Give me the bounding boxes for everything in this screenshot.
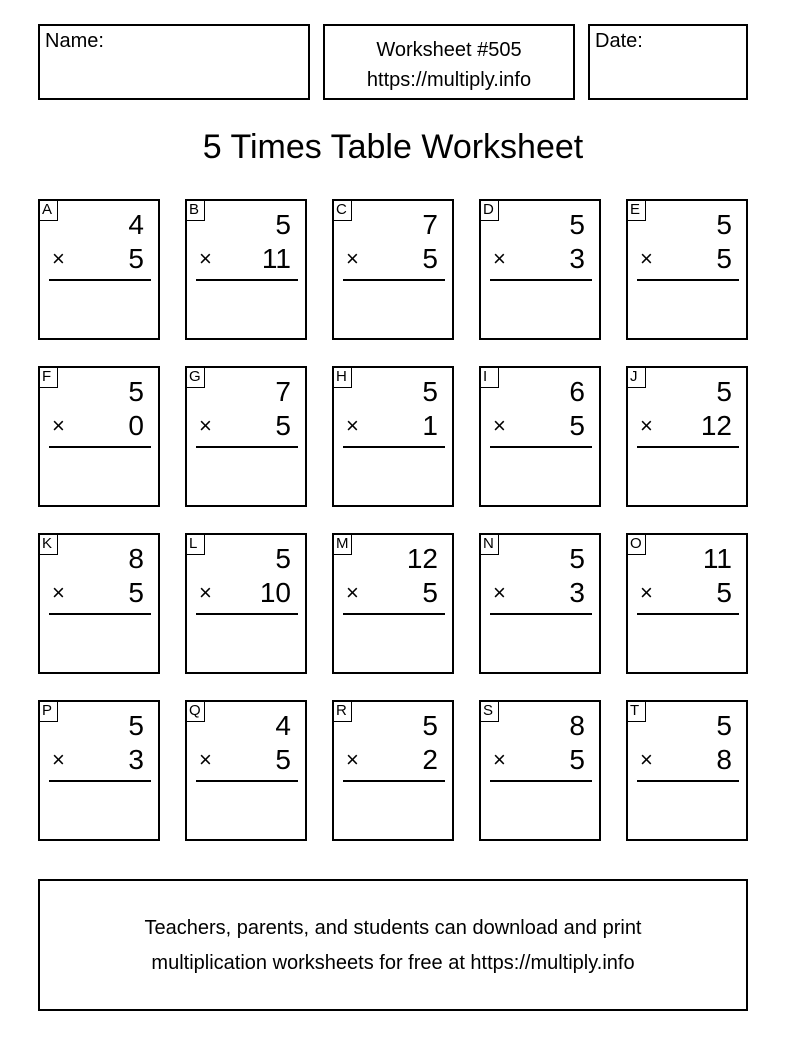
answer-line bbox=[196, 446, 298, 448]
times-sign: × bbox=[52, 580, 65, 605]
multiplier: 1 bbox=[422, 410, 438, 441]
times-sign: × bbox=[52, 747, 65, 772]
problem-letter: O bbox=[626, 533, 646, 555]
worksheet-number: Worksheet #505 bbox=[376, 39, 522, 61]
problem-letter: C bbox=[332, 199, 352, 221]
times-sign: × bbox=[346, 413, 359, 438]
multiplier: 3 bbox=[128, 744, 144, 775]
multiplicand: 5 bbox=[128, 710, 144, 741]
problem-card[interactable] bbox=[626, 199, 748, 340]
times-sign: × bbox=[52, 413, 65, 438]
problem-letter: N bbox=[479, 533, 499, 555]
problem-card[interactable] bbox=[626, 366, 748, 507]
multiplier: 5 bbox=[422, 577, 438, 608]
problem-card[interactable] bbox=[38, 533, 160, 674]
problem-letter: I bbox=[479, 366, 499, 388]
multiplier: 5 bbox=[128, 243, 144, 274]
problem-card[interactable] bbox=[38, 700, 160, 841]
answer-line bbox=[490, 780, 592, 782]
problem-card[interactable] bbox=[626, 700, 748, 841]
multiplier: 5 bbox=[422, 243, 438, 274]
multiplier: 3 bbox=[569, 243, 585, 274]
problem-letter: T bbox=[626, 700, 646, 722]
times-sign: × bbox=[640, 413, 653, 438]
problem-card[interactable] bbox=[185, 366, 307, 507]
problem-card[interactable] bbox=[479, 366, 601, 507]
multiplicand: 7 bbox=[275, 376, 291, 407]
problem-letter: H bbox=[332, 366, 352, 388]
multiplicand: 5 bbox=[128, 376, 144, 407]
problem-letter: Q bbox=[185, 700, 205, 722]
times-sign: × bbox=[640, 580, 653, 605]
multiplicand: 4 bbox=[275, 710, 291, 741]
problem-card[interactable] bbox=[38, 199, 160, 340]
times-sign: × bbox=[493, 246, 506, 271]
date-label: Date: bbox=[595, 30, 643, 52]
problem-card[interactable] bbox=[479, 700, 601, 841]
answer-line bbox=[343, 279, 445, 281]
problem-letter: S bbox=[479, 700, 499, 722]
answer-line bbox=[637, 613, 739, 615]
problem-letter: J bbox=[626, 366, 646, 388]
problem-card[interactable] bbox=[38, 366, 160, 507]
multiplicand: 5 bbox=[569, 543, 585, 574]
multiplier: 5 bbox=[275, 744, 291, 775]
answer-line bbox=[196, 780, 298, 782]
multiplicand: 8 bbox=[569, 710, 585, 741]
times-sign: × bbox=[199, 246, 212, 271]
problem-letter: F bbox=[38, 366, 58, 388]
footer-box bbox=[38, 879, 748, 1011]
multiplier: 5 bbox=[128, 577, 144, 608]
problem-card[interactable] bbox=[185, 199, 307, 340]
problem-letter: K bbox=[38, 533, 58, 555]
multiplicand: 6 bbox=[569, 376, 585, 407]
problem-letter: G bbox=[185, 366, 205, 388]
worksheet-url: https://multiply.info bbox=[366, 69, 532, 91]
multiplier: 5 bbox=[569, 744, 585, 775]
answer-line bbox=[490, 279, 592, 281]
times-sign: × bbox=[199, 747, 212, 772]
multiplicand: 12 bbox=[406, 543, 438, 574]
answer-line bbox=[343, 780, 445, 782]
problem-letter: E bbox=[626, 199, 646, 221]
multiplicand: 5 bbox=[569, 209, 585, 240]
times-sign: × bbox=[199, 413, 212, 438]
problem-letter: A bbox=[38, 199, 58, 221]
date-box[interactable] bbox=[588, 24, 748, 100]
times-sign: × bbox=[346, 580, 359, 605]
problem-letter: B bbox=[185, 199, 205, 221]
times-sign: × bbox=[493, 580, 506, 605]
answer-line bbox=[49, 780, 151, 782]
answer-line bbox=[343, 446, 445, 448]
problem-letter: P bbox=[38, 700, 58, 722]
worksheet-info-box bbox=[323, 24, 575, 100]
times-sign: × bbox=[346, 246, 359, 271]
multiplier: 5 bbox=[716, 577, 732, 608]
multiplier: 5 bbox=[275, 410, 291, 441]
multiplicand: 4 bbox=[128, 209, 144, 240]
answer-line bbox=[196, 279, 298, 281]
name-box[interactable] bbox=[38, 24, 310, 100]
multiplier: 3 bbox=[569, 577, 585, 608]
page-title: 5 Times Table Worksheet bbox=[202, 128, 584, 166]
problem-letter: L bbox=[185, 533, 205, 555]
multiplicand: 5 bbox=[716, 376, 732, 407]
multiplicand: 5 bbox=[422, 710, 438, 741]
times-sign: × bbox=[640, 747, 653, 772]
multiplicand: 7 bbox=[422, 209, 438, 240]
times-sign: × bbox=[199, 580, 212, 605]
answer-line bbox=[49, 613, 151, 615]
multiplicand: 5 bbox=[422, 376, 438, 407]
multiplicand: 5 bbox=[275, 209, 291, 240]
answer-line bbox=[49, 446, 151, 448]
footer-line-2: multiplication worksheets for free at https://multiply.info bbox=[151, 952, 635, 974]
problem-letter: D bbox=[479, 199, 499, 221]
problem-card[interactable] bbox=[479, 533, 601, 674]
times-sign: × bbox=[640, 246, 653, 271]
answer-line bbox=[490, 446, 592, 448]
times-sign: × bbox=[52, 246, 65, 271]
problem-card[interactable] bbox=[185, 700, 307, 841]
multiplier: 2 bbox=[422, 744, 438, 775]
multiplier: 5 bbox=[569, 410, 585, 441]
multiplier: 0 bbox=[128, 410, 144, 441]
multiplicand: 5 bbox=[716, 710, 732, 741]
answer-line bbox=[49, 279, 151, 281]
times-sign: × bbox=[493, 747, 506, 772]
problem-card[interactable] bbox=[479, 199, 601, 340]
answer-line bbox=[637, 780, 739, 782]
problem-card[interactable] bbox=[332, 700, 454, 841]
multiplier: 11 bbox=[261, 243, 291, 274]
name-label: Name: bbox=[45, 30, 104, 52]
answer-line bbox=[196, 613, 298, 615]
answer-line bbox=[343, 613, 445, 615]
times-sign: × bbox=[493, 413, 506, 438]
answer-line bbox=[637, 279, 739, 281]
multiplier: 5 bbox=[716, 243, 732, 274]
multiplier: 10 bbox=[259, 577, 291, 608]
multiplier: 12 bbox=[700, 410, 732, 441]
multiplicand: 5 bbox=[716, 209, 732, 240]
problem-letter: R bbox=[332, 700, 352, 722]
problem-card[interactable] bbox=[626, 533, 748, 674]
multiplier: 8 bbox=[716, 744, 732, 775]
multiplicand: 11 bbox=[702, 543, 732, 574]
answer-line bbox=[637, 446, 739, 448]
problem-card[interactable] bbox=[185, 533, 307, 674]
times-sign: × bbox=[346, 747, 359, 772]
problem-card[interactable] bbox=[332, 366, 454, 507]
problem-card[interactable] bbox=[332, 199, 454, 340]
footer-line-1: Teachers, parents, and students can download and print bbox=[144, 917, 642, 939]
answer-line bbox=[490, 613, 592, 615]
problem-letter: M bbox=[332, 533, 352, 555]
multiplicand: 8 bbox=[128, 543, 144, 574]
problem-card[interactable] bbox=[332, 533, 454, 674]
multiplicand: 5 bbox=[275, 543, 291, 574]
